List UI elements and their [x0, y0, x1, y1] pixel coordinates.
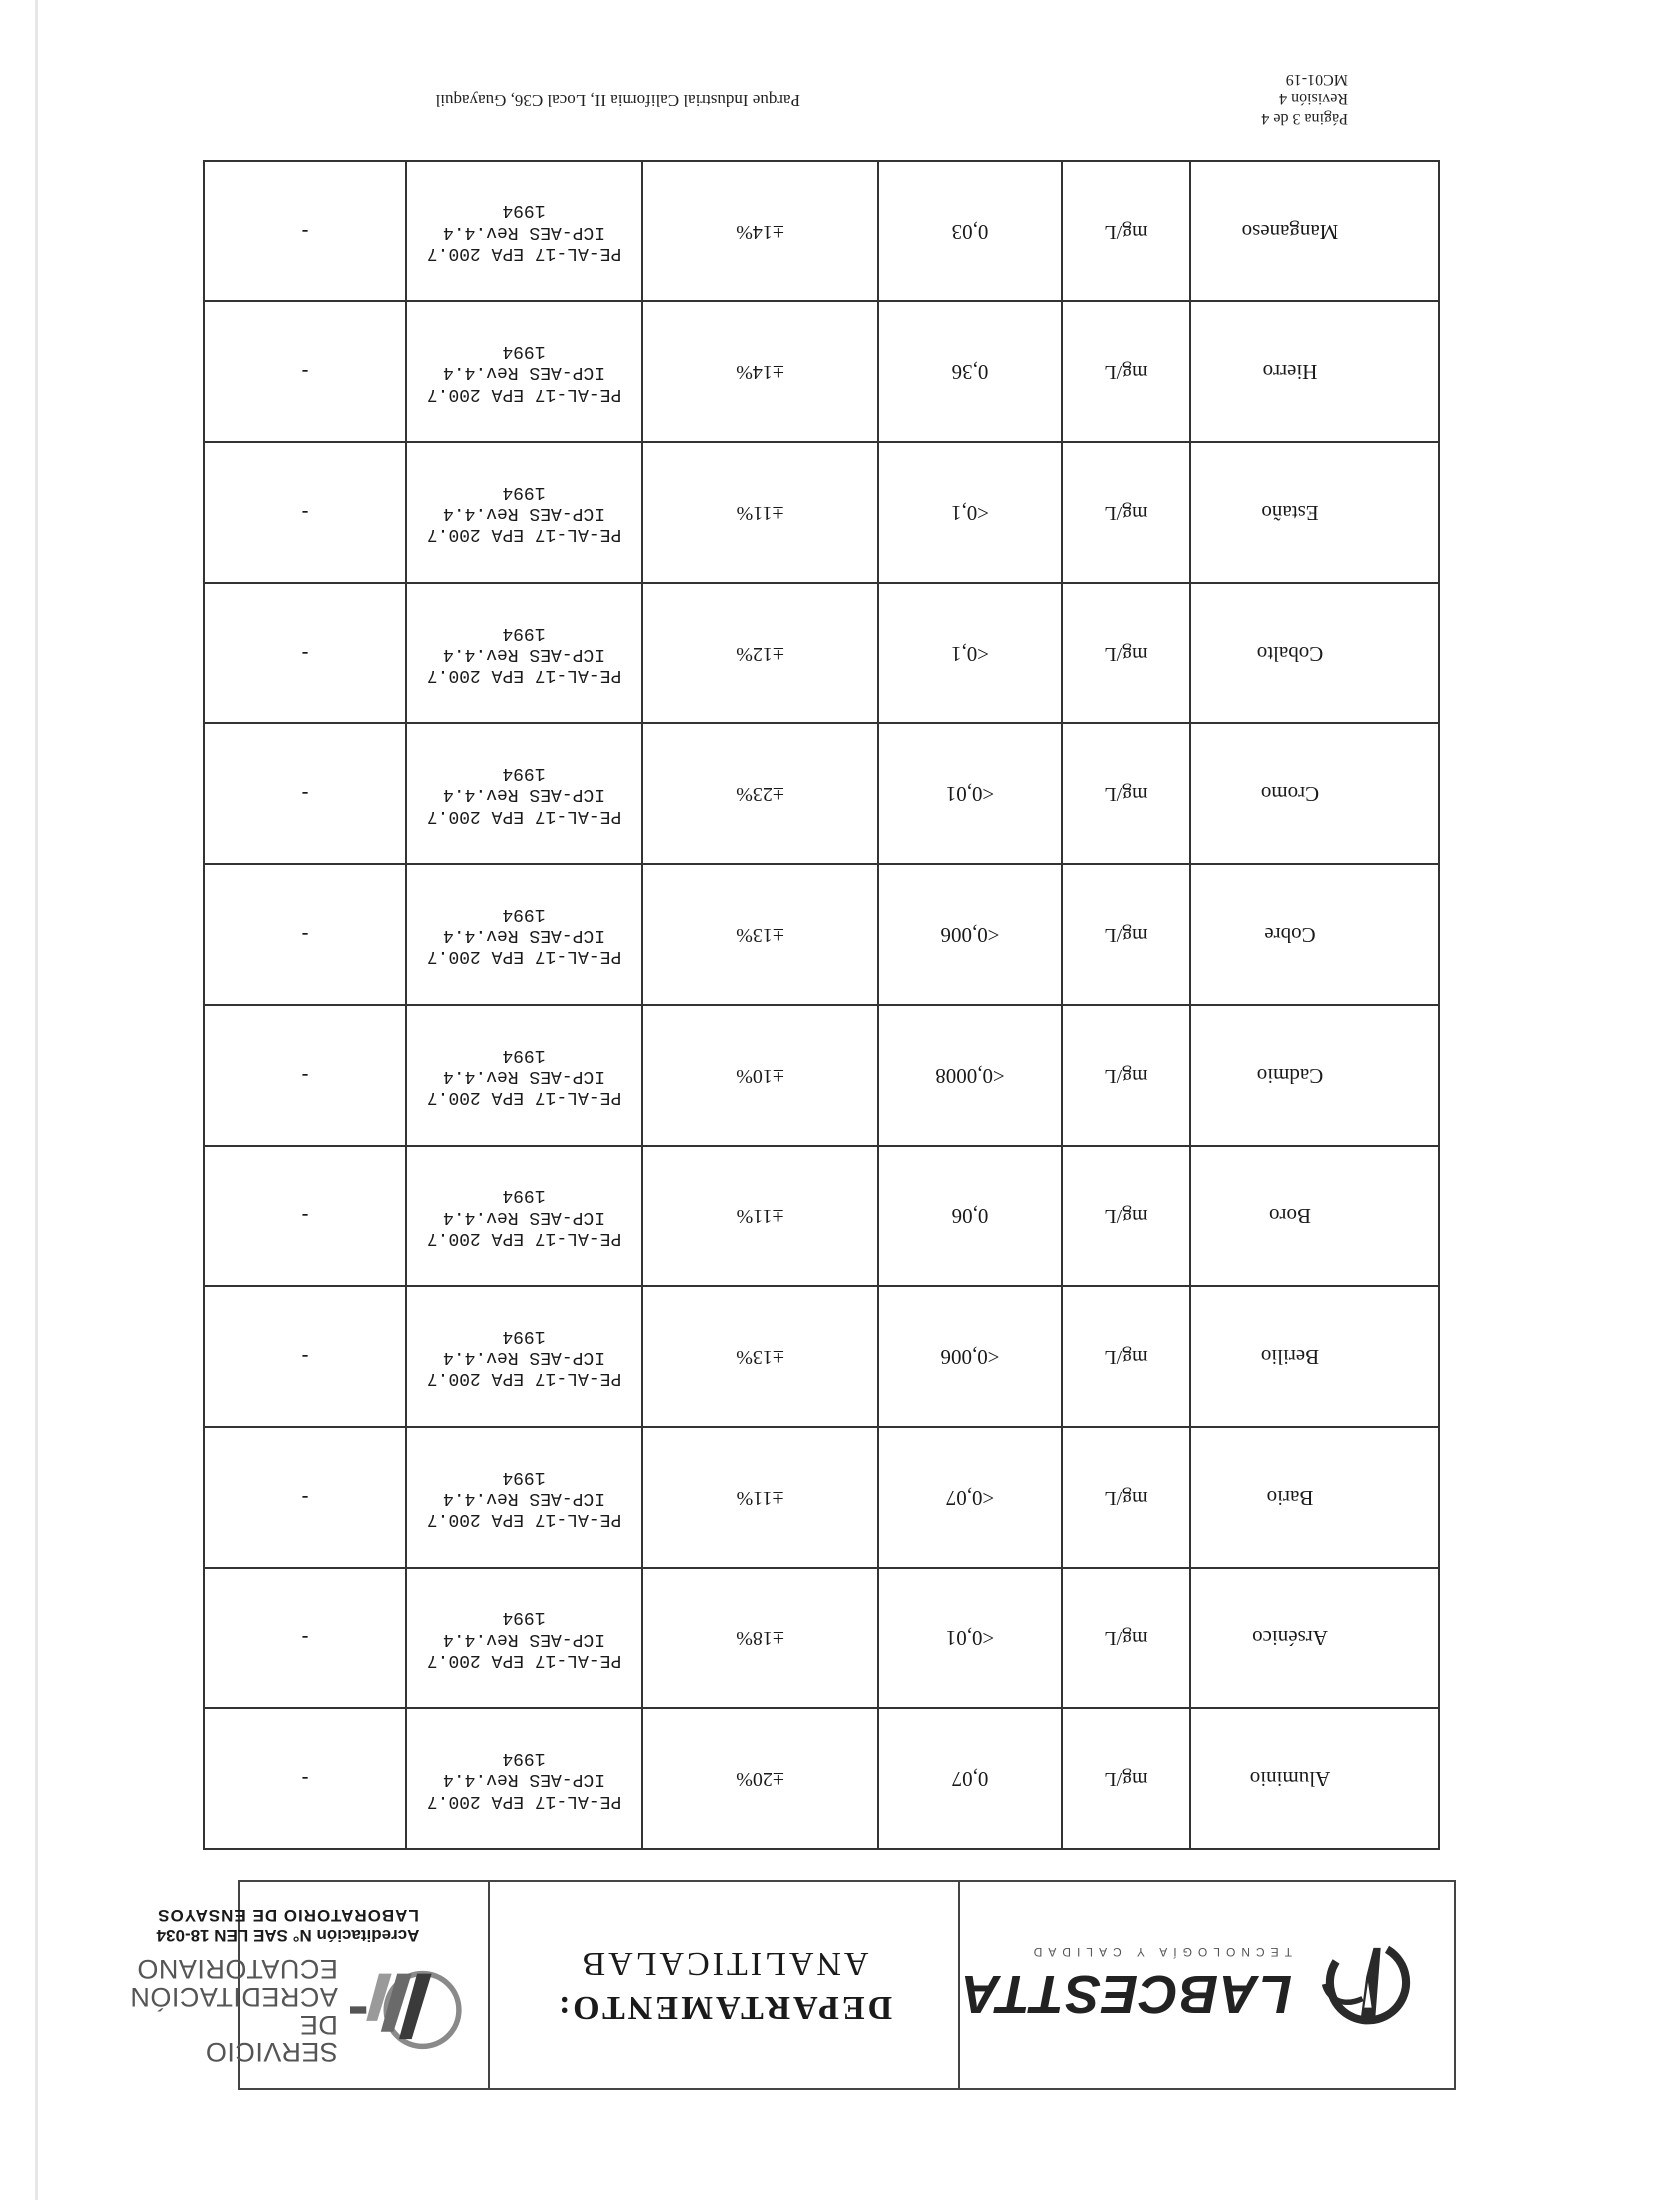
- method-line: ICP-AES Rev.4.4: [442, 784, 606, 805]
- result-cell: <0,006: [878, 1286, 1062, 1427]
- method-cell: [406, 1146, 642, 1287]
- table-row: [204, 583, 1439, 724]
- method-line: PE-AL-17 EPA 200.7: [426, 242, 622, 263]
- method-cell: [406, 1568, 642, 1709]
- parameter-cell: Cobalto: [1190, 583, 1439, 724]
- unit-cell: mg/L: [1062, 1427, 1190, 1568]
- method-cell: [406, 864, 642, 1005]
- method-line: 1994: [502, 341, 546, 362]
- sae-name-line1: SERVICIO: [205, 2037, 338, 2068]
- method-line: PE-AL-17 EPA 200.7: [426, 665, 622, 686]
- department-name: ANALITICALAB: [579, 1945, 869, 1982]
- unit-cell: mg/L: [1062, 1146, 1190, 1287]
- limit-cell: -: [204, 161, 406, 302]
- method-cell: [406, 724, 642, 865]
- limit-cell: -: [204, 301, 406, 442]
- limit-cell: -: [204, 1286, 406, 1427]
- method-line: ICP-AES Rev.4.4: [442, 1206, 606, 1227]
- unit-cell: mg/L: [1062, 442, 1190, 583]
- table-row: [204, 1708, 1439, 1849]
- limit-cell: -: [204, 583, 406, 724]
- unit-cell: mg/L: [1062, 1708, 1190, 1849]
- unit-cell: mg/L: [1062, 1005, 1190, 1146]
- logo-tagline: TECNOLOGÍA Y CALIDAD: [1027, 1945, 1292, 1959]
- table-row: [204, 1005, 1439, 1146]
- unit-cell: mg/L: [1062, 1286, 1190, 1427]
- method-cell: [406, 1427, 642, 1568]
- document-code: MC01-19: [1285, 70, 1348, 88]
- table-row: [204, 724, 1439, 865]
- result-cell: <0,07: [878, 1427, 1062, 1568]
- parameter-cell: Boro: [1190, 1146, 1439, 1287]
- method-line: PE-AL-17 EPA 200.7: [426, 805, 622, 826]
- method-line: PE-AL-17 EPA 200.7: [426, 946, 622, 967]
- parameter-cell: Cadmio: [1190, 1005, 1439, 1146]
- limit-cell: -: [204, 1005, 406, 1146]
- method-line: ICP-AES Rev.4.4: [442, 1347, 606, 1368]
- unit-cell: mg/L: [1062, 864, 1190, 1005]
- parameter-cell: Cromo: [1190, 724, 1439, 865]
- header-divider: [958, 1882, 960, 2088]
- method-line: 1994: [502, 1607, 546, 1628]
- parameter-cell: Aluminio: [1190, 1708, 1439, 1849]
- table-row: [204, 1427, 1439, 1568]
- department-cell: [490, 1882, 958, 2088]
- results-table-body: [204, 161, 1439, 1849]
- method-line: ICP-AES Rev.4.4: [442, 1487, 606, 1508]
- method-cell: [406, 301, 642, 442]
- method-cell: [406, 1005, 642, 1146]
- document-control: [1261, 69, 1348, 128]
- method-line: 1994: [502, 481, 546, 502]
- method-line: PE-AL-17 EPA 200.7: [426, 1790, 622, 1811]
- result-cell: <0,01: [878, 1568, 1062, 1709]
- report-header: [129, 1880, 1456, 2090]
- uncertainty-cell: ±11%: [642, 442, 878, 583]
- unit-cell: mg/L: [1062, 583, 1190, 724]
- method-line: 1994: [502, 1185, 546, 1206]
- unit-cell: mg/L: [1062, 724, 1190, 865]
- method-line: 1994: [502, 200, 546, 221]
- parameter-cell: Bario: [1190, 1427, 1439, 1568]
- uncertainty-cell: ±14%: [642, 161, 878, 302]
- scan-edge: [35, 0, 38, 2200]
- table-row: [204, 1568, 1439, 1709]
- method-line: ICP-AES Rev.4.4: [442, 925, 606, 946]
- method-line: PE-AL-17 EPA 200.7: [426, 383, 622, 404]
- method-line: 1994: [502, 1748, 546, 1769]
- unit-cell: mg/L: [1062, 301, 1190, 442]
- method-line: 1994: [502, 1325, 546, 1346]
- labcestta-flask-icon: [1310, 1930, 1426, 2040]
- sae-emblem-icon: [350, 1960, 468, 2060]
- result-cell: <0,0008: [878, 1005, 1062, 1146]
- table-row: [204, 1146, 1439, 1287]
- method-cell: [406, 583, 642, 724]
- method-line: ICP-AES Rev.4.4: [442, 503, 606, 524]
- result-cell: 0,36: [878, 301, 1062, 442]
- result-cell: 0,06: [878, 1146, 1062, 1287]
- parameter-cell: Estaño: [1190, 442, 1439, 583]
- result-cell: <0,1: [878, 583, 1062, 724]
- table-row: [204, 864, 1439, 1005]
- method-line: ICP-AES Rev.4.4: [442, 362, 606, 383]
- method-cell: [406, 161, 642, 302]
- parameter-cell: Cobre: [1190, 864, 1439, 1005]
- method-line: PE-AL-17 EPA 200.7: [426, 1649, 622, 1670]
- table-row: [204, 301, 1439, 442]
- method-cell: [406, 442, 642, 583]
- method-line: ICP-AES Rev.4.4: [442, 1769, 606, 1790]
- lab-address: Parque Industrial California II, Local C36, Guayaquil: [435, 91, 800, 110]
- uncertainty-cell: ±12%: [642, 583, 878, 724]
- limit-cell: -: [204, 1568, 406, 1709]
- result-cell: 0,03: [878, 161, 1062, 302]
- method-cell: [406, 1286, 642, 1427]
- method-line: 1994: [502, 763, 546, 784]
- page-number: Página 3 de 4: [1261, 110, 1348, 127]
- unit-cell: mg/L: [1062, 1568, 1190, 1709]
- table-row: [204, 1286, 1439, 1427]
- limit-cell: -: [204, 1146, 406, 1287]
- result-cell: <0,006: [878, 864, 1062, 1005]
- limit-cell: -: [204, 442, 406, 583]
- labcestta-logo: [960, 1882, 1454, 2088]
- sae-name-line3: ECUATORIANO: [136, 1954, 338, 1985]
- method-cell: [406, 1708, 642, 1849]
- parameter-cell: Manganeso: [1190, 161, 1439, 302]
- logo-name: LABCESTTA: [960, 1964, 1292, 2024]
- method-line: PE-AL-17 EPA 200.7: [426, 1368, 622, 1389]
- parameter-cell: Arsénico: [1190, 1568, 1439, 1709]
- table-row: [204, 442, 1439, 583]
- method-line: ICP-AES Rev.4.4: [442, 1065, 606, 1086]
- accreditation-number: Acreditación N° SAE LEN 18-034: [156, 1925, 420, 1945]
- uncertainty-cell: ±14%: [642, 301, 878, 442]
- limit-cell: -: [204, 1427, 406, 1568]
- method-line: PE-AL-17 EPA 200.7: [426, 524, 622, 545]
- result-cell: <0,1: [878, 442, 1062, 583]
- parameter-cell: Hierro: [1190, 301, 1439, 442]
- results-table: [203, 160, 1440, 1850]
- uncertainty-cell: ±13%: [642, 1286, 878, 1427]
- limit-cell: -: [204, 1708, 406, 1849]
- method-line: 1994: [502, 903, 546, 924]
- result-cell: <0,01: [878, 724, 1062, 865]
- table-row: [204, 161, 1439, 302]
- method-line: 1994: [502, 1044, 546, 1065]
- sae-accreditation-cell: [108, 1882, 488, 2088]
- method-line: ICP-AES Rev.4.4: [442, 221, 606, 242]
- limit-cell: -: [204, 724, 406, 865]
- laboratory-type: LABORATORIO DE ENSAYOS: [157, 1905, 419, 1925]
- method-line: PE-AL-17 EPA 200.7: [426, 1227, 622, 1248]
- revision-number: Revisión 4: [1279, 90, 1348, 108]
- method-line: PE-AL-17 EPA 200.7: [426, 1509, 622, 1530]
- uncertainty-cell: ±11%: [642, 1427, 878, 1568]
- method-line: ICP-AES Rev.4.4: [442, 643, 606, 664]
- uncertainty-cell: ±20%: [642, 1708, 878, 1849]
- uncertainty-cell: ±23%: [642, 724, 878, 865]
- uncertainty-cell: ±10%: [642, 1005, 878, 1146]
- limit-cell: -: [204, 864, 406, 1005]
- method-line: 1994: [502, 622, 546, 643]
- method-line: 1994: [502, 1466, 546, 1487]
- department-title: DEPARTAMENTO:: [555, 1989, 893, 2026]
- method-line: PE-AL-17 EPA 200.7: [426, 1087, 622, 1108]
- method-line: ICP-AES Rev.4.4: [442, 1628, 606, 1649]
- uncertainty-cell: ±18%: [642, 1568, 878, 1709]
- uncertainty-cell: ±11%: [642, 1146, 878, 1287]
- uncertainty-cell: ±13%: [642, 864, 878, 1005]
- result-cell: 0,07: [878, 1708, 1062, 1849]
- unit-cell: mg/L: [1062, 161, 1190, 302]
- header-divider: [488, 1882, 490, 2088]
- sae-name-line2: DE ACREDITACIÓN: [129, 1982, 338, 2040]
- parameter-cell: Berilio: [1190, 1286, 1439, 1427]
